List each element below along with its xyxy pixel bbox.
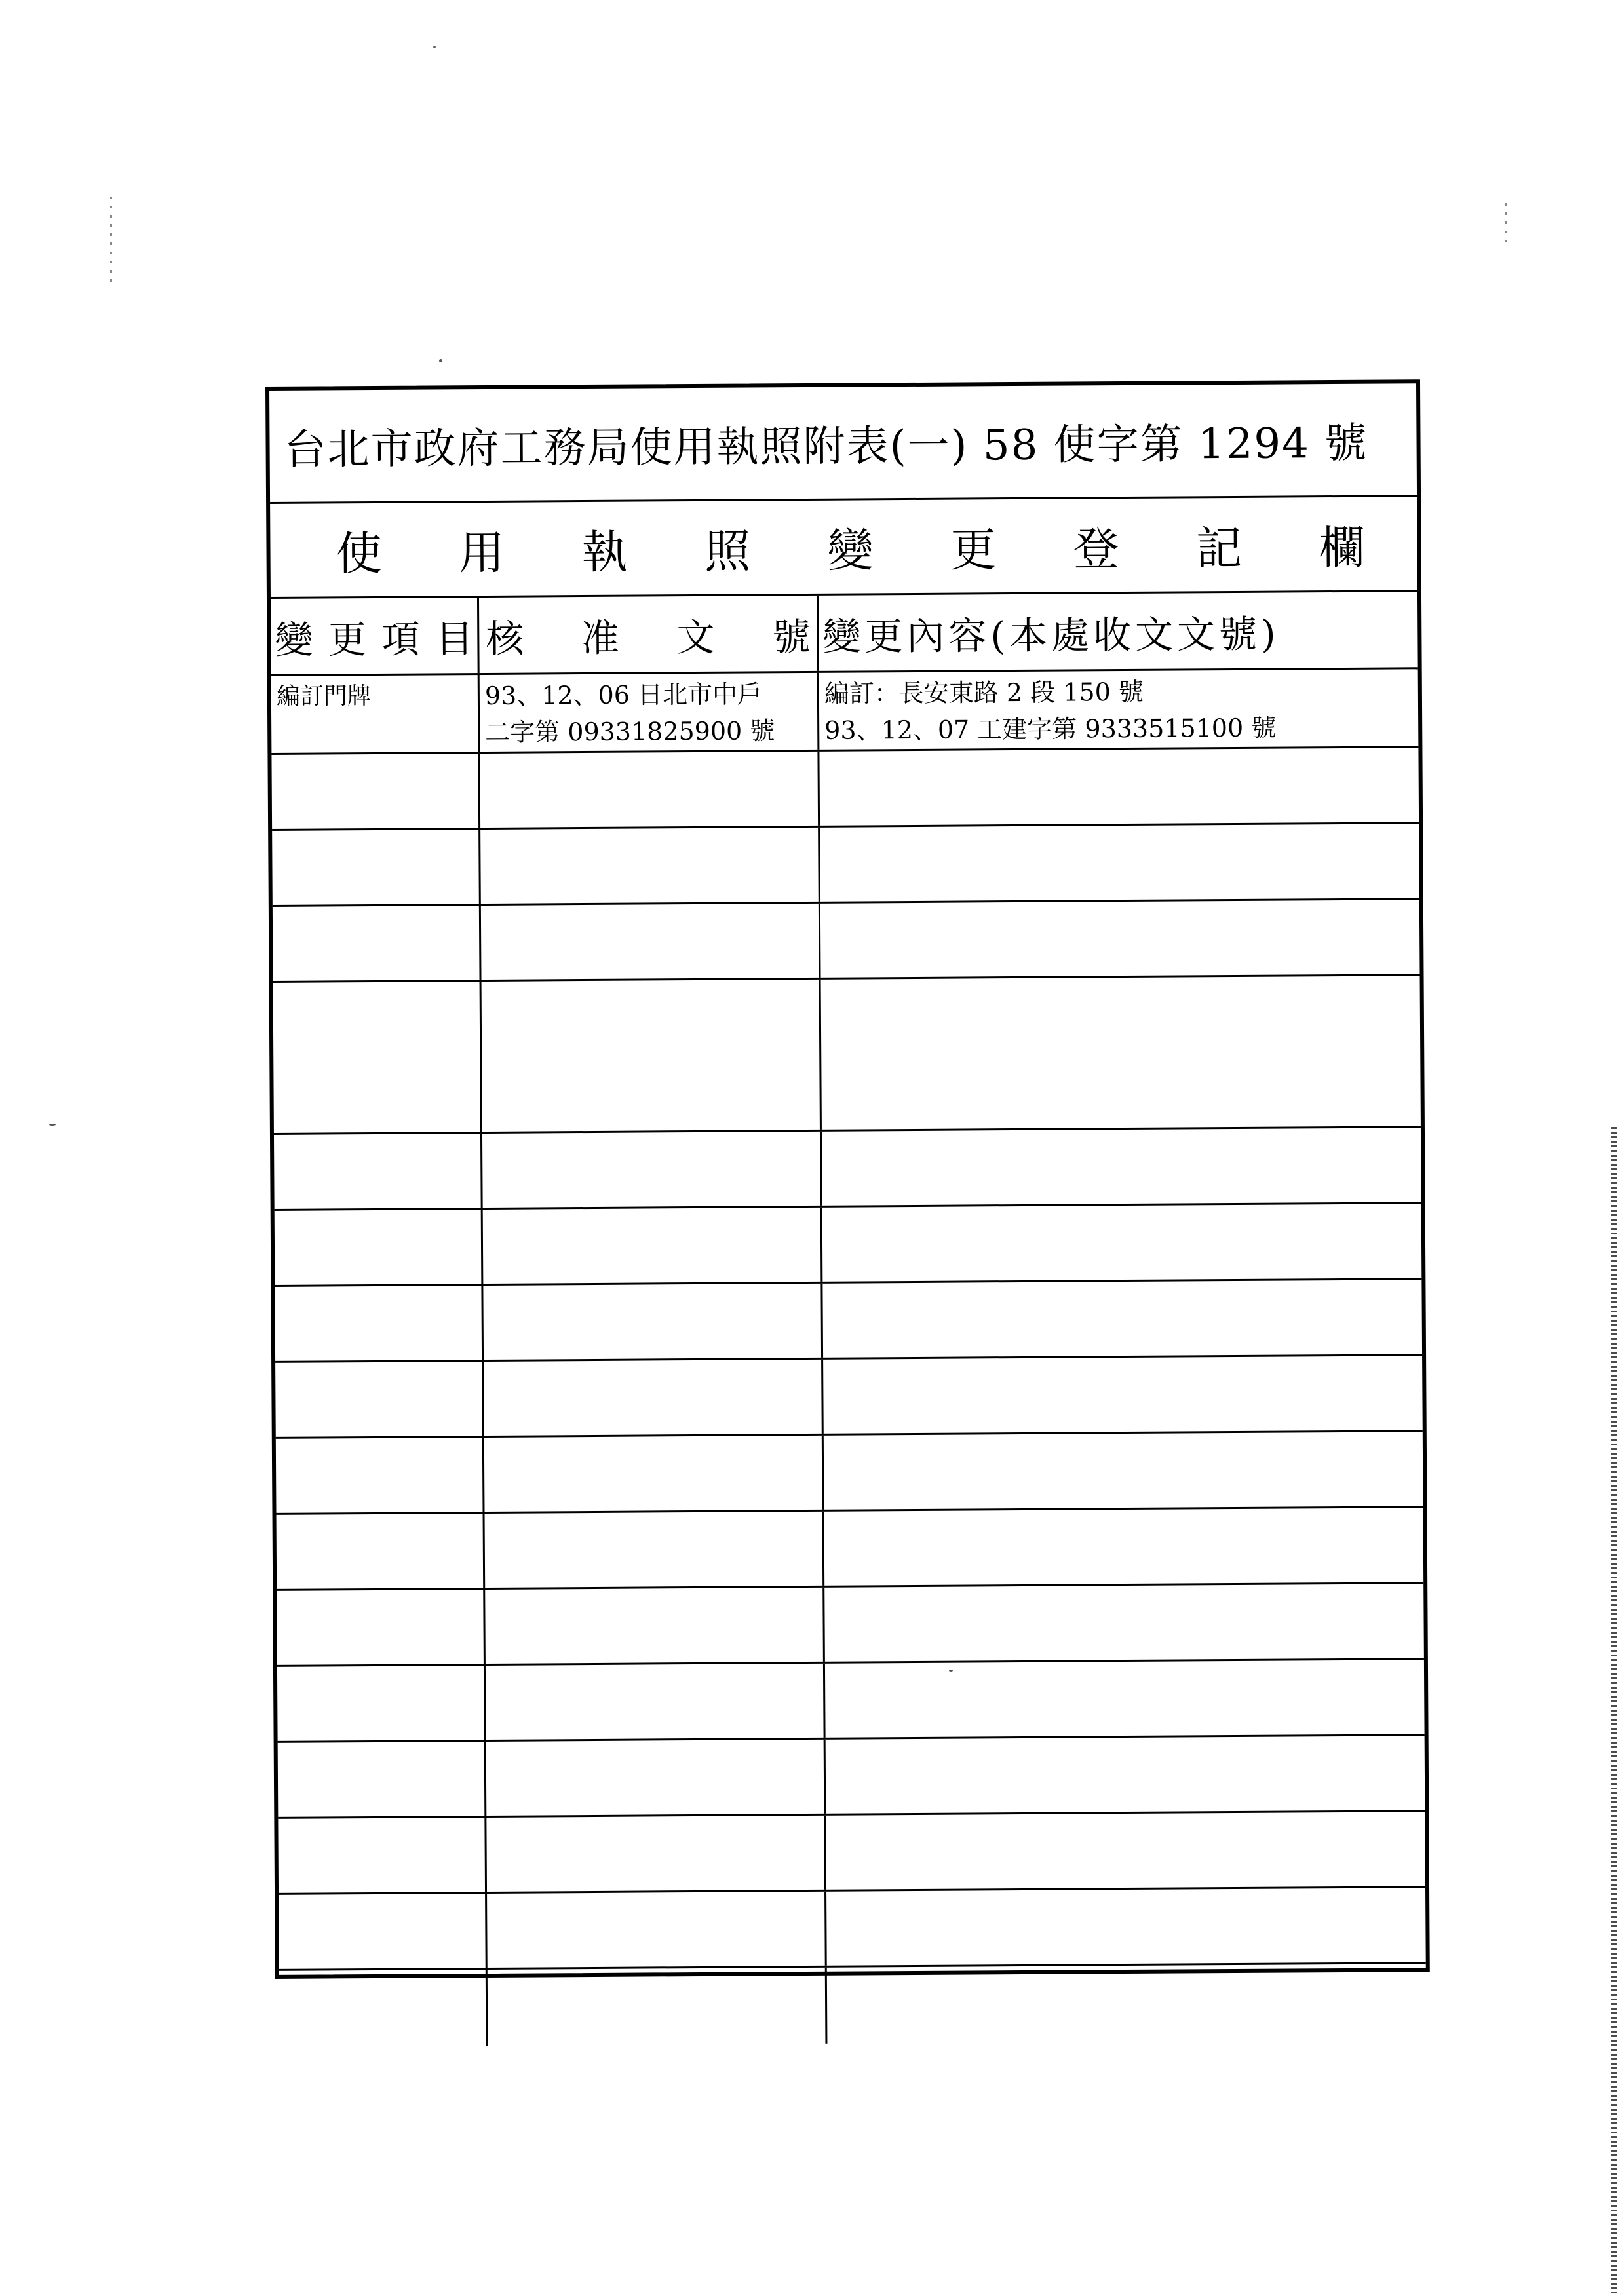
empty-cell <box>278 1818 487 1893</box>
table-row-empty <box>279 1964 1427 2047</box>
empty-cell <box>486 1664 826 1740</box>
empty-cell <box>279 1970 488 2047</box>
empty-cell <box>273 906 482 981</box>
empty-cell <box>822 1128 1421 1206</box>
empty-cell <box>480 752 820 828</box>
table-row-empty <box>271 748 1419 831</box>
change-content-cell <box>819 669 1419 750</box>
table-row-empty <box>272 824 1419 907</box>
form-subtitle <box>270 497 1418 599</box>
table-row-empty <box>275 1356 1423 1439</box>
header-change-content: 變更內容(本處收文文號) <box>822 611 1280 659</box>
empty-cell <box>820 824 1419 902</box>
header-char: 變 <box>275 617 313 662</box>
empty-cell <box>488 1968 828 2046</box>
subtitle-char: 照 <box>704 524 751 579</box>
empty-cell <box>484 1360 824 1436</box>
approval-line: 二字第 09331825900 號 <box>485 716 775 747</box>
header-char: 項 <box>381 617 420 662</box>
empty-cell <box>822 1280 1422 1358</box>
empty-cell <box>819 748 1419 826</box>
empty-cell <box>484 1436 824 1512</box>
table-header-row <box>271 592 1418 676</box>
empty-cell <box>486 1740 826 1816</box>
empty-cell <box>481 904 821 980</box>
table-row-empty <box>278 1736 1425 1819</box>
subtitle-char: 更 <box>950 522 997 577</box>
empty-cell <box>823 1356 1423 1434</box>
subtitle-char: 用 <box>458 526 505 580</box>
subtitle-char: 變 <box>827 523 874 578</box>
approval-number-cell <box>480 673 820 752</box>
empty-cell <box>827 1964 1427 2044</box>
empty-cell <box>826 1736 1425 1814</box>
empty-cell <box>824 1432 1423 1510</box>
empty-cell <box>483 1284 823 1360</box>
table-row-empty <box>273 976 1421 1135</box>
empty-cell <box>275 1286 484 1361</box>
header-approval-number <box>479 596 819 673</box>
table-row-empty <box>277 1660 1425 1743</box>
table-row-empty <box>279 1888 1426 1971</box>
empty-cell <box>824 1508 1424 1586</box>
approval-line: 93、12、06 日北市中戶 <box>484 679 763 710</box>
empty-cell <box>277 1666 486 1741</box>
usage-license-change-form <box>265 379 1430 1979</box>
table-row-empty <box>274 1128 1421 1211</box>
header-char: 更 <box>328 617 367 662</box>
empty-cell <box>487 1892 827 1968</box>
content-line: 編訂：長安東路 2 段 150 號 <box>824 677 1144 708</box>
empty-cell <box>826 1888 1426 1966</box>
table-row-empty <box>273 900 1420 983</box>
empty-cell <box>277 1514 486 1589</box>
header-char: 准 <box>581 615 620 660</box>
table-row-empty <box>277 1584 1424 1667</box>
table-row-empty <box>276 1432 1423 1515</box>
empty-cell <box>482 1132 822 1208</box>
empty-cell <box>278 1742 487 1817</box>
scan-speck <box>49 1124 56 1126</box>
header-char: 文 <box>676 615 715 660</box>
header-char: 目 <box>435 616 474 661</box>
header-change-item <box>271 598 480 674</box>
empty-cell <box>275 1362 484 1437</box>
empty-cell <box>272 830 481 905</box>
empty-cell <box>482 980 822 1132</box>
empty-cell <box>276 1438 485 1513</box>
form-title: 台北市政府工務局使用執照附表(一) 58 使字第 1294 號 <box>269 383 1417 504</box>
header-char: 核 <box>486 616 524 661</box>
table-row <box>271 669 1419 755</box>
scan-speck <box>439 359 442 362</box>
scan-dots-artifact <box>110 197 112 282</box>
empty-cell <box>275 1210 484 1285</box>
empty-cell <box>821 976 1421 1130</box>
empty-cell <box>483 1208 823 1284</box>
table-row-empty <box>275 1280 1422 1363</box>
empty-cell <box>271 754 480 829</box>
empty-cell <box>825 1660 1425 1738</box>
content-line: 93、12、07 工建字第 9333515100 號 <box>824 713 1277 745</box>
empty-cell <box>820 900 1420 978</box>
empty-cell <box>273 982 482 1133</box>
scan-dots-artifact <box>1505 203 1507 242</box>
subtitle-char: 執 <box>581 525 628 579</box>
empty-cell <box>826 1812 1425 1890</box>
change-record-table <box>271 592 1426 2047</box>
subtitle-char: 使 <box>336 526 382 581</box>
empty-cell <box>486 1816 826 1892</box>
table-row-empty <box>277 1508 1424 1591</box>
empty-cell <box>822 1204 1422 1282</box>
empty-cell <box>485 1512 825 1588</box>
subtitle-char: 記 <box>1195 521 1243 575</box>
scan-edge-artifact <box>1611 1127 1617 2293</box>
empty-cell <box>824 1584 1424 1662</box>
header-char: 號 <box>772 614 811 659</box>
subtitle-char: 欄 <box>1319 520 1365 575</box>
empty-cell <box>277 1590 486 1665</box>
table-row-empty <box>278 1812 1425 1895</box>
empty-cell <box>279 1894 488 1969</box>
subtitle-char: 登 <box>1073 522 1119 576</box>
change-item-cell: 編訂門牌 <box>271 675 480 753</box>
empty-cell <box>274 1134 483 1209</box>
empty-cell <box>485 1588 825 1664</box>
empty-cell <box>480 828 820 904</box>
scan-speck <box>433 46 436 48</box>
table-row-empty <box>275 1204 1422 1287</box>
